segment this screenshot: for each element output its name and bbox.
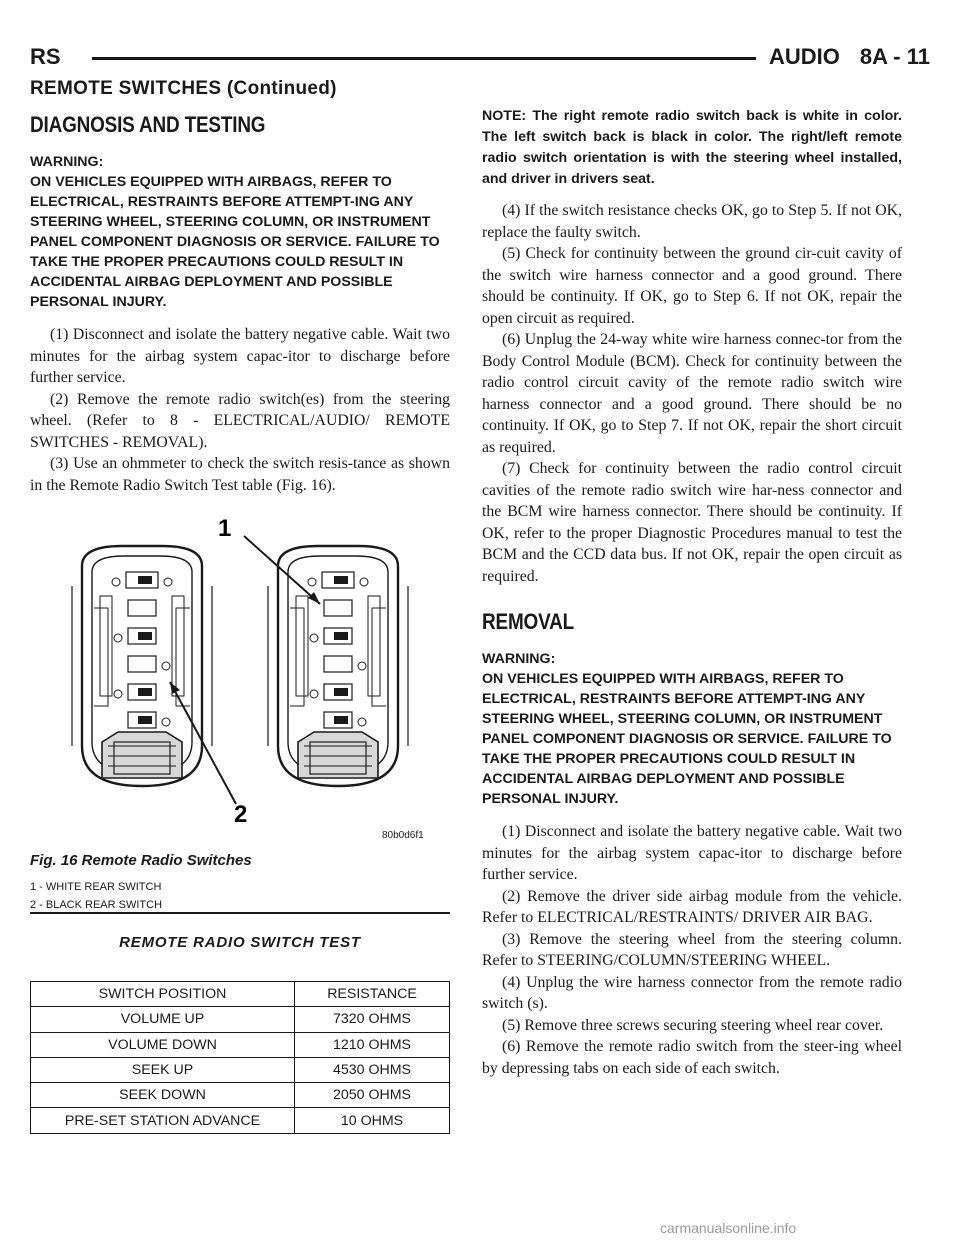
switch-illustration xyxy=(30,508,450,848)
diagnosis-note: NOTE: The right remote radio switch back is white in color. The left switch back is black in color. The right/left remote radio switch orientation is with the steering wheel installed, and driver in drivers seat. xyxy=(482,108,902,187)
watermark: carmanualsonline.info xyxy=(660,1220,797,1236)
diagnosis-step-7: (7) Check for continuity between the radio control circuit cavities of the remote radio switch wire har-ness connector and the BCM wire harness connector. There should be continuity. If OK, refer to the proper Diagnostic Procedures manual to test the BCM and the CCD data bus. If not OK, repair the open circuit as required. xyxy=(482,460,902,585)
callout-2-label: 2 xyxy=(234,801,248,828)
remote-radio-switch-test-table xyxy=(30,981,450,1134)
removal-step-6: (6) Remove the remote radio switch from the steer-ing wheel by depressing tabs on each side of each switch. xyxy=(482,1038,902,1077)
figure-legend-2: 2 - BLACK REAR SWITCH xyxy=(30,899,163,911)
removal-warning-text: ON VEHICLES EQUIPPED WITH AIRBAGS, REFER TO ELECTRICAL, RESTRAINTS BEFORE ATTEMPT-ING ANY STEERING WHEEL, STEERING COLUMN, OR INSTRUMENT PANEL COMPONENT DIAGNOSIS OR SERVICE. FAILURE TO TAKE THE PROPER PRECAUTIONS COULD RESULT IN ACCIDENTAL AIRBAG DEPLOYMENT AND POSSIBLE PERSONAL INJURY. xyxy=(482,671,892,807)
header-rule xyxy=(92,57,756,60)
table-cell: 7320 OHMS xyxy=(295,1007,450,1032)
table-cell: 1210 OHMS xyxy=(295,1032,450,1057)
removal-step-2: (2) Remove the driver side airbag module from the vehicle. Refer to ELECTRICAL/RESTRAINTS/ DRIVER AIR BAG. xyxy=(482,887,902,926)
callout-1-label: 1 xyxy=(218,515,232,542)
removal-warning xyxy=(482,649,902,809)
header-section xyxy=(769,44,930,70)
diagnosis-step-4: (4) If the switch resistance checks OK, go to Step 5. If not OK, replace the faulty switch. xyxy=(482,202,902,241)
table-cell: 10 OHMS xyxy=(295,1108,450,1133)
table-cell: SEEK DOWN xyxy=(31,1083,295,1108)
table-row xyxy=(31,1108,450,1133)
removal-heading: REMOVAL xyxy=(482,609,574,634)
table-header-row xyxy=(31,982,450,1007)
diagnosis-heading: DIAGNOSIS AND TESTING xyxy=(30,112,266,137)
removal-step-5: (5) Remove three screws securing steering wheel rear cover. xyxy=(502,1016,884,1034)
diagnosis-step-2: (2) Remove the remote radio switch(es) from the steering wheel. (Refer to 8 - ELECTRICAL/AUDIO/ REMOTE SWITCHES - REMOVAL). xyxy=(30,390,450,451)
figure-title: Fig. 16 Remote Radio Switches xyxy=(30,852,252,869)
diagnosis-warning-label: WARNING: xyxy=(30,154,104,170)
table-cell: 2050 OHMS xyxy=(295,1083,450,1108)
figure-rule xyxy=(30,912,450,914)
table-cell: VOLUME DOWN xyxy=(31,1032,295,1057)
table-cell: SEEK UP xyxy=(31,1057,295,1082)
table-row xyxy=(31,1032,450,1057)
continued-title: REMOTE SWITCHES (Continued) xyxy=(30,78,337,99)
table-cell: VOLUME UP xyxy=(31,1007,295,1032)
diagnosis-warning-text: ON VEHICLES EQUIPPED WITH AIRBAGS, REFER TO ELECTRICAL, RESTRAINTS BEFORE ATTEMPT-ING ANY STEERING WHEEL, STEERING COLUMN, OR INSTRUMENT PANEL COMPONENT DIAGNOSIS OR SERVICE. FAILURE TO TAKE THE PROPER PRECAUTIONS COULD RESULT IN ACCIDENTAL AIRBAG DEPLOYMENT AND POSSIBLE PERSONAL INJURY. xyxy=(30,174,440,310)
removal-step-4: (4) Unplug the wire harness connector from the remote radio switch (s). xyxy=(482,973,902,1012)
diagnosis-step-1: (1) Disconnect and isolate the battery negative cable. Wait two minutes for the airbag system capac-itor to discharge before further service. xyxy=(30,326,450,386)
table-row xyxy=(31,1007,450,1032)
left-column xyxy=(30,112,450,496)
diagnosis-step-3: (3) Use an ohmmeter to check the switch resis-tance as shown in the Remote Radio Switch Test table (Fig. 16). xyxy=(30,455,450,494)
figure-code: 80b0d6f1 xyxy=(382,830,424,841)
diagnosis-warning xyxy=(30,152,450,312)
header-page-number: 8A - 11 xyxy=(859,44,930,69)
table-row xyxy=(31,1057,450,1082)
right-switch-drawing xyxy=(268,546,408,786)
table-header-resistance: RESISTANCE xyxy=(295,982,450,1007)
left-switch-drawing xyxy=(72,546,212,786)
figure-legend-1: 1 - WHITE REAR SWITCH xyxy=(30,881,162,893)
table-row xyxy=(31,1083,450,1108)
header-section-name: AUDIO xyxy=(768,44,840,69)
header-model: RS xyxy=(30,44,61,69)
removal-step-1: (1) Disconnect and isolate the battery negative cable. Wait two minutes for the airbag system capac-itor to discharge before further service. xyxy=(482,823,902,883)
table-header-position: SWITCH POSITION xyxy=(31,982,295,1007)
page-header xyxy=(30,44,930,74)
table-title: REMOTE RADIO SWITCH TEST xyxy=(119,934,361,951)
diagnosis-step-6: (6) Unplug the 24-way white wire harness connec-tor from the Body Control Module (BCM). Check for continuity between the radio control circuit cavity of the remote radio switch wire harness connector and a good ground. There should be no continuity. If OK, go to Step 7. If not OK, repair the short circuit as required. xyxy=(482,331,902,456)
table-cell: PRE-SET STATION ADVANCE xyxy=(31,1108,295,1133)
removal-warning-label: WARNING: xyxy=(482,651,556,667)
removal-step-3: (3) Remove the steering wheel from the steering column. Refer to STEERING/COLUMN/STEERING WHEEL. xyxy=(482,930,902,969)
figure-remote-radio-switches xyxy=(30,508,450,914)
table-cell: 4530 OHMS xyxy=(295,1057,450,1082)
diagnosis-step-5: (5) Check for continuity between the ground cir-cuit cavity of the switch wire harness connector and a good ground. There should be continuity. If OK, go to Step 6. If not OK, repair the open circuit as required. xyxy=(482,245,902,327)
right-column xyxy=(482,106,902,1079)
